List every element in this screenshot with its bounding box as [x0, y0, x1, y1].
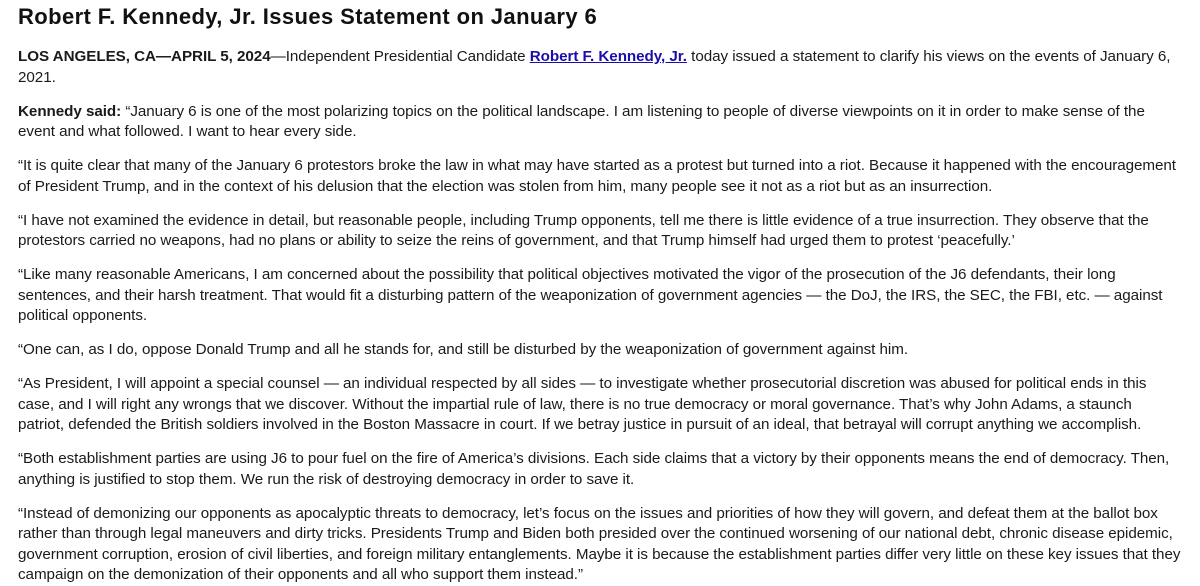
statement-paragraph-special-counsel: “As President, I will appoint a special counsel — an individual respected by all sides — to investigate whether prosecutorial discretion was abused for political ends in this case, and I will right any wrongs that we discover. Without the impartial rule of law, there is no true democracy or moral governance. That’s why John Adams, a staunch patriot, defended the British soldiers involved in the Boston Massacre in court. If we betray justice in pursuit of an ideal, that betrayal will corrupt anything we accomplish. — [18, 375, 1147, 433]
statement-paragraph-oppose-trump: “One can, as I do, oppose Donald Trump and all he stands for, and still be disturbed by the weaponization of government against him. — [18, 341, 909, 358]
dateline-paragraph — [18, 47, 1182, 88]
statement-paragraph-evidence: “I have not examined the evidence in detail, but reasonable people, including Trump opponents, tell me there is little evidence of a true insurrection. They observe that the protestors carried no weapons, had no plans or ability to seize the reins of government, and that Trump himself had urged them to protest ‘peacefully.’ — [18, 211, 1149, 249]
statement-paragraph-riot: “It is quite clear that many of the January 6 protestors broke the law in what may have started as a protest but turned into a riot. Because it happened with the encouragement of President Trump, and in the context of his delusion that the election was stolen from him, many people see it not as a riot but as an insurrection. — [18, 157, 1176, 195]
dateline-location-date: LOS ANGELES, CA—APRIL 5, 2024 — [18, 48, 271, 65]
dateline-pre-link: —Independent Presidential Candidate — [270, 48, 530, 65]
quote-intro-paragraph — [18, 102, 1182, 143]
statement-paragraph-issues: “Instead of demonizing our opponents as apocalyptic threats to democracy, let’s focus on the issues and priorities of how they will govern, and defeat them at the ballot box rather than through legal maneuvers and dirty tricks. Presidents Trump and Biden both presided over the continued worsening of our national debt, chronic disease epidemic, government corruption, erosion of civil liberties, and foreign military entanglements. Maybe it is because the establishment parties differ very little on these key issues that they campaign on the demonization of their opponents and all who support them instead.” — [18, 504, 1181, 583]
statement-paragraph-divisions: “Both establishment parties are using J6 to pour fuel on the fire of America’s divisions. Each side claims that a victory by their opponents means the end of democracy. Then, anything is justified to stop them. We run the risk of destroying democracy in order to save it. — [18, 450, 1170, 488]
dateline-post-link: today issued a statement to clarify his views on the events of January 6, 2021. — [18, 48, 1171, 86]
quote-intro-text: “January 6 is one of the most polarizing topics on the political landscape. I am listening to people of diverse viewpoints on it in order to make sense of the event and what followed. I want to hear every side. — [18, 102, 1145, 140]
page-title: Robert F. Kennedy, Jr. Issues Statement on January 6 — [18, 4, 598, 29]
speaker-label: Kennedy said: — [18, 102, 122, 120]
candidate-link[interactable]: Robert F. Kennedy, Jr. — [529, 48, 687, 65]
statement-paragraph-prosecution: “Like many reasonable Americans, I am concerned about the possibility that political objectives motivated the vigor of the prosecution of the J6 defendants, their long sentences, and their harsh treatment. That would fit a disturbing pattern of the weaponization of government agencies — the DoJ, the IRS, the SEC, the FBI, etc. — against political opponents. — [18, 266, 1163, 324]
